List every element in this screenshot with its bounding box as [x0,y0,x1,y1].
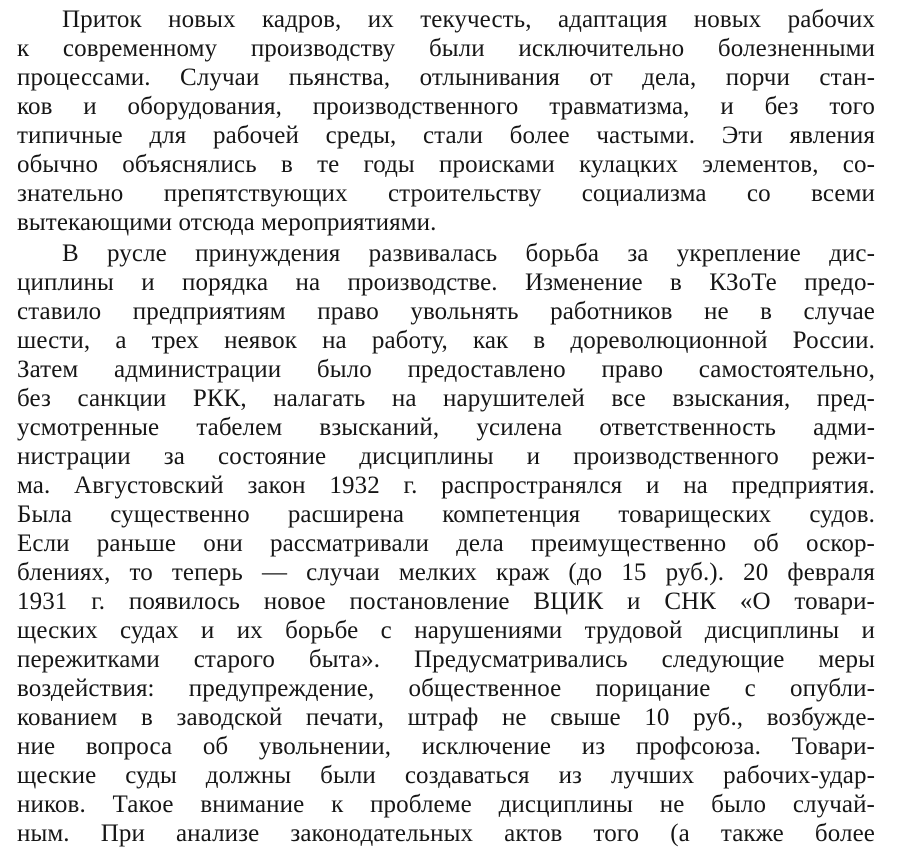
text-line: шести, а трех неявок на работу, как в дореволюционной России. [17,327,875,354]
text-line: Была существенно расширена компетенция товарищеских судов. [17,501,875,528]
text-line: без санкции РКК, налагать на нарушителей все взыскания, пред- [17,385,875,412]
text-line: ставило предприятиям право увольнять работников не в случае [17,298,875,325]
text-line: ников. Такое внимание к проблеме дисциплины не было случай- [17,791,875,818]
text-line: пережитками старого быта». Предусматривались следующие меры [17,646,875,673]
text-line: типичные для рабочей среды, стали более частыми. Эти явления [17,122,875,149]
text-line: нистрации за состояние дисциплины и производственного режи- [17,443,875,470]
text-line: кованием в заводской печати, штраф не свыше 10 руб., возбужде- [17,704,875,731]
text-line: воздействия: предупреждение, общественное порицание с опубли- [17,675,875,702]
text-line: ние вопроса об увольнении, исключение из профсоюза. Товари- [17,733,875,760]
text-line: ма. Августовский закон 1932 г. распространялся и на предприятия. [17,472,875,499]
text-line: Затем администрации было предоставлено право самостоятельно, [17,356,875,383]
text-line: Приток новых кадров, их текучесть, адаптация новых рабочих [62,6,875,33]
text-line: к современному производству были исключительно болезненными [17,35,875,62]
text-line: обычно объяснялись в те годы происками кулацких элементов, со- [17,151,875,178]
text-line: циплины и порядка на производстве. Изменение в КЗоТе предо- [17,269,875,296]
text-line: щеские суды должны были создаваться из лучших рабочих-удар- [17,762,875,789]
text-line: блениях, то теперь — случаи мелких краж (до 15 руб.). 20 февраля [17,559,875,586]
text-line: ным. При анализе законодательных актов того (а также более [17,820,875,847]
text-line: щеских судах и их борьбе с нарушениями трудовой дисциплины и [17,617,875,644]
text-line: знательно препятствующих строительству социализма со всеми [17,180,875,207]
text-line: ков и оборудования, производственного травматизма, и без того [17,93,875,120]
text-line: 1931 г. появилось новое постановление ВЦИК и СНК «О товари- [17,588,875,615]
text-line: процессами. Случаи пьянства, отлынивания от дела, порчи стан- [17,64,875,91]
text-line: Если раньше они рассматривали дела преимущественно об оскор- [17,530,875,557]
text-line: В русле принуждения развивалась борьба за укрепление дис- [62,240,875,267]
text-line: усмотренные табелем взысканий, усилена ответственность адми- [17,414,875,441]
text-line-paragraph-end: вытекающими отсюда мероприятиями. [17,209,437,236]
